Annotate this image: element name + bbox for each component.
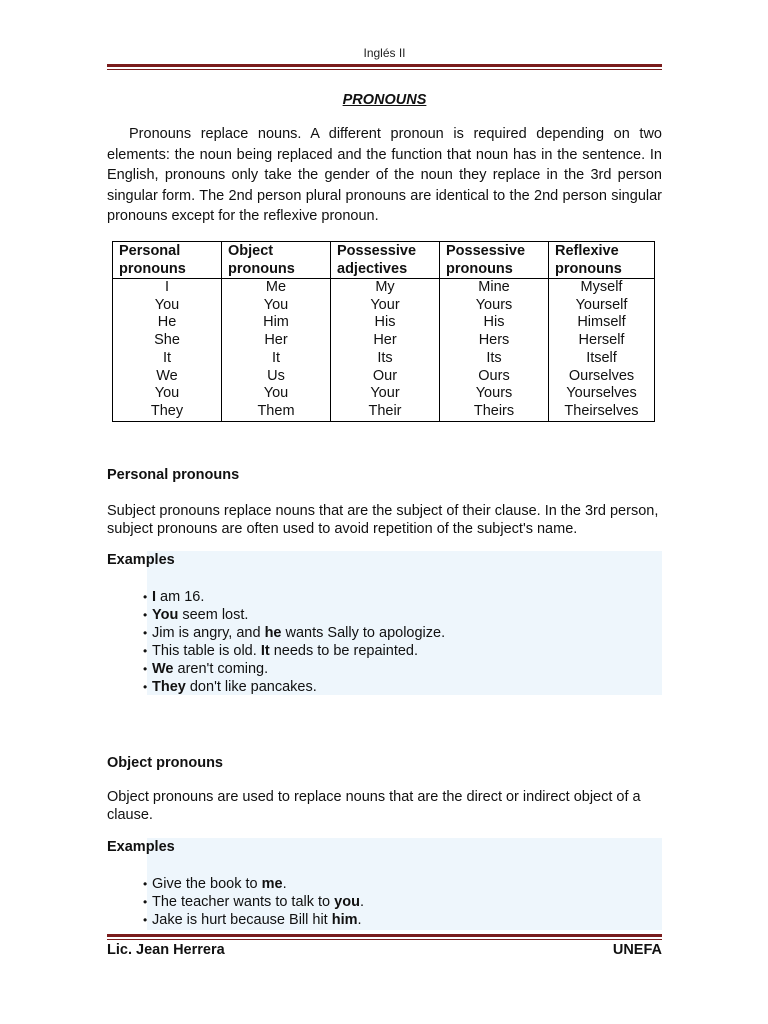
object-pronouns-heading: Object pronouns [107, 755, 223, 771]
table-row [113, 385, 655, 403]
table-cell: You [222, 385, 331, 403]
table-cell: Her [222, 332, 331, 350]
table-cell: You [113, 385, 222, 403]
object-examples-list [143, 875, 364, 929]
table-row [113, 332, 655, 350]
table-cell: I [113, 279, 222, 297]
footer-author: Lic. Jean Herrera [107, 942, 225, 958]
table-cell: Yourself [549, 297, 655, 315]
table-cell: Her [331, 332, 440, 350]
example-item: • Jake is hurt because Bill hit him. [143, 911, 364, 929]
example-item: • You seem lost. [143, 606, 445, 624]
table-cell: Himself [549, 314, 655, 332]
table-cell: My [331, 279, 440, 297]
table-cell: Yours [440, 297, 549, 315]
example-item: • Jim is angry, and he wants Sally to apologize. [143, 624, 445, 642]
table-cell: It [113, 350, 222, 368]
footer-rule [107, 934, 662, 940]
table-cell: Yours [440, 385, 549, 403]
table-row [113, 350, 655, 368]
table-cell: Mine [440, 279, 549, 297]
table-cell: Your [331, 385, 440, 403]
example-item: • I am 16. [143, 588, 445, 606]
table-cell: We [113, 368, 222, 386]
header-title: Inglés II [363, 46, 406, 60]
personal-examples-list [143, 588, 445, 696]
table-cell: He [113, 314, 222, 332]
examples-label: Examples [107, 839, 175, 855]
table-header-cell: Object pronouns [222, 242, 331, 279]
table-header-cell: Reflexive pronouns [549, 242, 655, 279]
example-item: • They don't like pancakes. [143, 678, 445, 696]
intro-paragraph: Pronouns replace nouns. A different pronoun is required depending on two elements: the noun being replaced and the function that noun has in the sentence. In English, pronouns only take the gender of the noun they replace in the 3rd person singular form. The 2nd person plural pronouns are identical to the 2nd person singular pronouns except for the reflexive pronoun. [107, 126, 662, 224]
personal-pronouns-text: Subject pronouns replace nouns that are the subject of their clause. In the 3rd person, subject pronouns are often used to avoid repetition of the subject's name. [107, 503, 659, 537]
table-cell: They [113, 403, 222, 421]
table-cell: Itself [549, 350, 655, 368]
table-cell: Theirs [440, 403, 549, 421]
header-rule [107, 64, 662, 70]
table-cell: His [331, 314, 440, 332]
examples-label: Examples [107, 552, 175, 568]
table-cell: Me [222, 279, 331, 297]
table-cell: Its [331, 350, 440, 368]
table-row [113, 279, 655, 297]
table-cell: Us [222, 368, 331, 386]
table-header-row [113, 242, 655, 279]
table-cell: You [113, 297, 222, 315]
table-row [113, 314, 655, 332]
footer-institution: UNEFA [612, 942, 662, 958]
table-header-cell: Possessive pronouns [440, 242, 549, 279]
object-pronouns-text: Object pronouns are used to replace nouns that are the direct or indirect object of a clause. [107, 789, 641, 823]
table-body [113, 279, 655, 422]
example-item: • This table is old. It needs to be repainted. [143, 642, 445, 660]
pronoun-table [112, 241, 655, 422]
table-cell: Our [331, 368, 440, 386]
object-examples-box [107, 838, 662, 930]
table-header-cell: Personal pronouns [113, 242, 222, 279]
table-cell: Herself [549, 332, 655, 350]
table-cell: She [113, 332, 222, 350]
table-cell: Him [222, 314, 331, 332]
personal-pronouns-heading: Personal pronouns [107, 467, 240, 483]
table-cell: Your [331, 297, 440, 315]
table-cell: Their [331, 403, 440, 421]
table-header-cell: Possessive adjectives [331, 242, 440, 279]
table-cell: Ourselves [549, 368, 655, 386]
table-cell: It [222, 350, 331, 368]
example-item: • The teacher wants to talk to you. [143, 893, 364, 911]
table-cell: Its [440, 350, 549, 368]
table-cell: Yourselves [549, 385, 655, 403]
document-title: PRONOUNS [342, 92, 427, 108]
table-cell: Myself [549, 279, 655, 297]
table-row [113, 403, 655, 421]
table-cell: Theirselves [549, 403, 655, 421]
table-row [113, 297, 655, 315]
table-cell: You [222, 297, 331, 315]
personal-examples-box [107, 551, 662, 695]
table-cell: Ours [440, 368, 549, 386]
example-item: • Give the book to me. [143, 875, 364, 893]
table-cell: Hers [440, 332, 549, 350]
table-cell: His [440, 314, 549, 332]
table-row [113, 368, 655, 386]
example-item: • We aren't coming. [143, 660, 445, 678]
table-cell: Them [222, 403, 331, 421]
